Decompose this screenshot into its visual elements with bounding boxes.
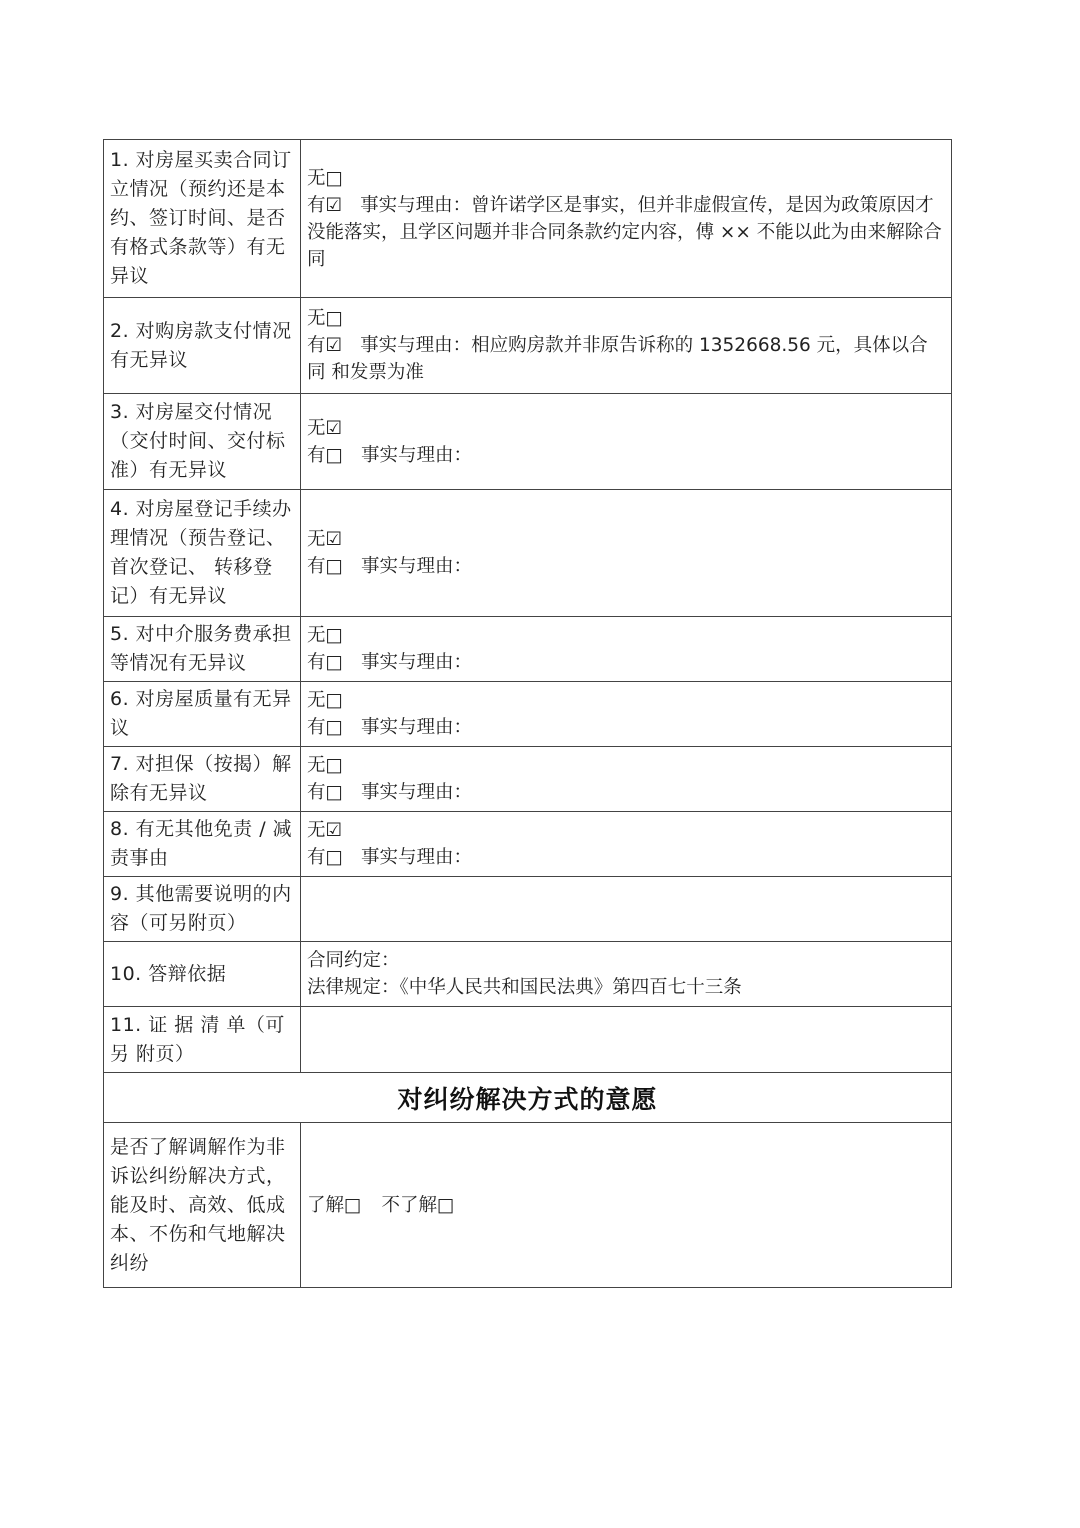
option-yes[interactable]: 有□ bbox=[307, 652, 343, 673]
option-yes[interactable]: 有□ bbox=[307, 717, 343, 738]
answer-cell-empty[interactable] bbox=[301, 877, 952, 942]
option-none[interactable]: 无□ bbox=[307, 167, 343, 189]
table-row bbox=[104, 1123, 952, 1288]
question-cell: 11. 证 据 清 单（可另 附页） bbox=[104, 1007, 301, 1073]
option-yes-line bbox=[307, 192, 945, 273]
option-yes[interactable]: 有□ bbox=[307, 556, 343, 577]
reason-label: 事实与理由： bbox=[360, 444, 472, 466]
legal-basis: 法律规定：《中华人民共和国民法典》第四百七十三条 bbox=[307, 977, 742, 998]
option-none[interactable]: 无□ bbox=[307, 625, 343, 646]
table-row bbox=[104, 812, 952, 877]
option-yes-line bbox=[307, 442, 945, 469]
option-yes[interactable]: 有□ bbox=[307, 782, 343, 803]
table-row bbox=[104, 877, 952, 942]
table-row bbox=[104, 1007, 952, 1073]
option-yes-line bbox=[307, 332, 945, 386]
option-yes-line bbox=[307, 553, 945, 580]
section-title: 对纠纷解决方式的意愿 bbox=[104, 1073, 952, 1123]
table-row bbox=[104, 140, 952, 298]
reason-label: 事实与理由： bbox=[360, 194, 472, 216]
option-yes-line bbox=[307, 779, 945, 806]
option-yes[interactable]: 有□ bbox=[307, 444, 343, 466]
question-cell: 8. 有无其他免责 / 减 责事由 bbox=[104, 812, 301, 877]
question-cell: 1. 对房屋买卖合同订 立情况（预约还是本 约、签订时间、是否 有格式条款等）有无 异议 bbox=[104, 140, 301, 298]
reason-label: 事实与理由： bbox=[360, 782, 472, 803]
answer-cell bbox=[301, 682, 952, 747]
option-yes[interactable]: 有☑ bbox=[307, 194, 343, 216]
question-cell: 是否了解调解作为非诉讼纠纷解决方式，能及时、高效、低成本、不伤和气地解决纠纷 bbox=[104, 1123, 301, 1288]
answer-cell bbox=[301, 298, 952, 394]
question-cell: 6. 对房屋质量有无异 议 bbox=[104, 682, 301, 747]
answer-cell bbox=[301, 812, 952, 877]
option-understand[interactable]: 了解□ bbox=[307, 1194, 362, 1216]
option-yes-line bbox=[307, 649, 945, 676]
reason-label: 事实与理由： bbox=[360, 652, 472, 673]
table-row bbox=[104, 682, 952, 747]
answer-cell bbox=[301, 1123, 952, 1288]
table-row bbox=[104, 490, 952, 617]
question-cell: 7. 对担保（按揭）解 除有无异议 bbox=[104, 747, 301, 812]
question-cell: 9. 其他需要说明的内 容（可另附页） bbox=[104, 877, 301, 942]
question-cell: 3. 对房屋交付情况（交付时间、交付标 准）有无异议 bbox=[104, 394, 301, 490]
answer-cell bbox=[301, 942, 952, 1007]
question-cell: 2. 对购房款支付情况 有无异议 bbox=[104, 298, 301, 394]
table-row bbox=[104, 747, 952, 812]
option-none[interactable]: 无□ bbox=[307, 690, 343, 711]
option-none[interactable]: 无☑ bbox=[307, 417, 343, 439]
contract-basis: 合同约定： bbox=[307, 950, 400, 971]
option-not-understand[interactable]: 不了解□ bbox=[381, 1194, 455, 1216]
option-yes[interactable]: 有☑ bbox=[307, 335, 343, 356]
table-row bbox=[104, 617, 952, 682]
table-row bbox=[104, 298, 952, 394]
answer-cell bbox=[301, 490, 952, 617]
option-yes-line bbox=[307, 714, 945, 741]
reason-text: 相应购房款并非原告诉称的 1352668.56 元，具体以合同 和发票为准 bbox=[307, 335, 928, 383]
option-yes-line bbox=[307, 844, 945, 871]
answer-cell-empty[interactable] bbox=[301, 1007, 952, 1073]
reason-label: 事实与理由： bbox=[360, 335, 472, 356]
option-none[interactable]: 无□ bbox=[307, 755, 343, 776]
reason-text: 曾许诺学区是事实，但并非虚假宣传，是因为政策原因才没能落实，且学区问题并非合同条款约定内容，傅 ×× 不能以此为由来解除合同 bbox=[307, 194, 942, 270]
table-row bbox=[104, 394, 952, 490]
option-yes[interactable]: 有□ bbox=[307, 847, 343, 868]
question-cell: 10. 答辩依据 bbox=[104, 942, 301, 1007]
defense-form-table bbox=[103, 139, 952, 1288]
answer-cell bbox=[301, 394, 952, 490]
option-none[interactable]: 无☑ bbox=[307, 820, 343, 841]
answer-cell bbox=[301, 747, 952, 812]
question-cell: 5. 对中介服务费承担 等情况有无异议 bbox=[104, 617, 301, 682]
reason-label: 事实与理由： bbox=[360, 847, 472, 868]
reason-label: 事实与理由： bbox=[360, 556, 472, 577]
question-cell: 4. 对房屋登记手续办理情况（预告登记、首次登记、 转移登记）有无异议 bbox=[104, 490, 301, 617]
answer-cell bbox=[301, 140, 952, 298]
answer-cell bbox=[301, 617, 952, 682]
option-none[interactable]: 无☑ bbox=[307, 529, 343, 550]
option-none[interactable]: 无□ bbox=[307, 308, 343, 329]
reason-label: 事实与理由： bbox=[360, 717, 472, 738]
table-row bbox=[104, 942, 952, 1007]
section-header-row bbox=[104, 1073, 952, 1123]
